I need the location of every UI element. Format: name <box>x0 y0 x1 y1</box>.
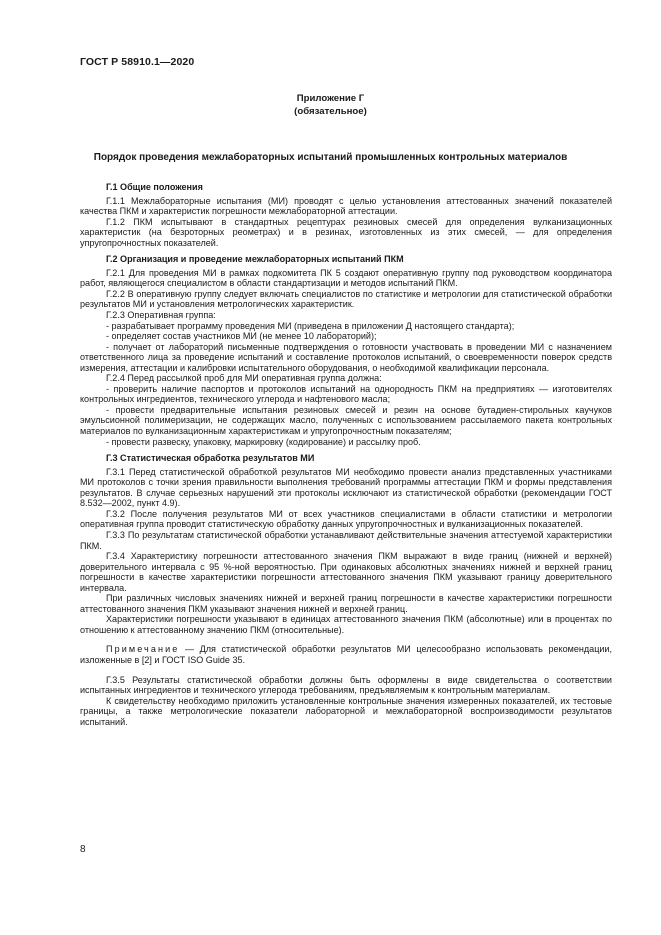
section-heading-g1: Г.1 Общие положения <box>106 182 203 192</box>
annex-status: (обязательное) <box>294 106 367 117</box>
list-item: - разрабатывает программу проведения МИ (приведена в приложении Д настоящего стандарта); <box>106 320 515 331</box>
paragraph-text: Для проведения МИ в рамках подкомитета ПК 5 создают оперативную группу под руководством координатора работ, являющегося специалистом в области стандартизации и методов испытаний ПКМ. <box>80 267 612 289</box>
list-item: - провести предварительные испытания резиновых смесей и резин на основе бутадиен-стирольных каучуков эмульсионной полимеризации, не содержащих масло, полученных с использованием рассылаемого пакета контрольных материалов по вулканизационным характеристикам и упругопрочностным показателям; <box>80 404 612 437</box>
section-heading-g3: Г.3 Статистическая обработка результатов МИ <box>106 453 315 464</box>
main-title: Порядок проведения межлабораторных испытаний промышленных контрольных материалов <box>93 152 568 163</box>
paragraph: Характеристики погрешности указывают в единицах аттестованного значения ПКМ (абсолютные) или в процентах по отношению к аттестованному значению ПКМ (относительные). <box>80 614 612 635</box>
paragraph: Г.3.5 Результаты статистической обработки должны быть оформлены в виде свидетельства о соответствии испытанных ингредиентов и технического углерода требованиям, предъявляемым к контрольным материалам. <box>80 674 612 696</box>
page-number: 8 <box>80 844 86 855</box>
paragraph: При различных числовых значениях нижней и верхней границ погрешности в качестве характеристики погрешности аттестованного значения ПКМ указывают значения нижней и верхней границ. <box>80 593 612 614</box>
note-text: — Для статистической обработки результатов МИ целесообразно использовать рекомендации, изложенные в [2] и ГОСТ ISO Guide 35. <box>80 644 612 665</box>
paragraph: Г.2.2 В оперативную группу следует включать специалистов по статистике и метрологии для статистической обработки результатов МИ и установления метрологических характеристик. <box>80 288 612 310</box>
note-label: Примечание <box>106 644 180 655</box>
section-heading-g2: Г.2 Организация и проведение межлабораторных испытаний ПКМ <box>106 254 404 265</box>
paragraph: Г.1.2 ПКМ испытывают в стандартных рецептурах резиновых смесей для определения вулканизационных характеристик (на безроторных реометрах) и в резинах, изготовленных из этих смесей, — для определения упругопрочностных показателей. <box>80 216 612 248</box>
list-item: - определяет состав участников МИ (не менее 10 лабораторий); <box>106 331 377 342</box>
list-item: - проверить наличие паспортов и протоколов испытаний на однородность ПКМ на предприятиях — изготовителях контрольных ингредиентов, технического углерода и нафтенового масла; <box>80 383 612 405</box>
paragraph: Г.3.4 Характеристику погрешности аттестованного значения ПКМ выражают в виде границ (нижней и верхней) доверительного интервала с 95 %-ной вероятностью. При одинаковых абсолютных значениях нижней и верхней границ погрешности в качестве характеристики погрешности аттестованного значения ПКМ указывают границу доверительного интервала. <box>80 551 612 593</box>
note <box>80 644 612 665</box>
paragraph: Г.3.2 После получения результатов МИ от всех участников специалистами в области статистики и метрологии оперативная группа проводит статистическую обработку данных упругопрочностных и вулканизационных показателей. <box>80 508 612 530</box>
annex-header <box>0 92 661 118</box>
paragraph: Г.2.3 Оперативная группа: <box>106 310 216 321</box>
paragraph: К свидетельству необходимо приложить установленные контрольные значения измеренных показателей, их тестовые границы, а также метрологические показатели лабораторной и межлабораторной воспроизводимости результатов испытаний. <box>80 695 612 727</box>
document-id: ГОСТ Р 58910.1—2020 <box>80 56 195 68</box>
paragraph: Г.1.1 Межлабораторные испытания (МИ) проводят с целью установления аттестованных значений показателей качества ПКМ и характеристик погрешности межлабораторной аттестации. <box>80 195 612 217</box>
list-item: - провести развеску, упаковку, маркировку (кодирование) и рассылку проб. <box>106 436 421 447</box>
document-body <box>80 182 612 727</box>
paragraph: Г.3.3 По результатам статистической обработки устанавливают действительные значения аттестуемой характеристики ПКМ. <box>80 529 612 551</box>
paragraph: Г.2.4 Перед рассылкой проб для МИ оперативная группа должна: <box>106 373 382 384</box>
paragraph: Г.3.1 Перед статистической обработкой результатов МИ необходимо провести анализ представленных участниками МИ протоколов с точки зрения правильности выполнения требований программы аттестации ПКМ и формы представления результатов. В случае серьезных нарушений эти протоколы исключают из статистической обработки (рекомендации ГОСТ 8.532—2002, пункт 4.9). <box>80 466 612 509</box>
paragraph: Г.2.1 Для проведения МИ в рамках подкомитета ПК 5 создают оперативную группу под руководством координатора работ, являющегося специалистом в области стандартизации и методов испытаний ПКМ. <box>80 267 612 289</box>
list-item: - получает от лабораторий письменные подтверждения о готовности участвовать в проведении МИ с назначением ответственного лица за проведение испытаний и составление протоколов испытаний, о своевременности поверок средств измерения, аттестации и калибровки испытательного оборудования, о необходимой квалификации персонала. <box>80 341 612 373</box>
annex-title: Приложение Г <box>296 93 365 104</box>
